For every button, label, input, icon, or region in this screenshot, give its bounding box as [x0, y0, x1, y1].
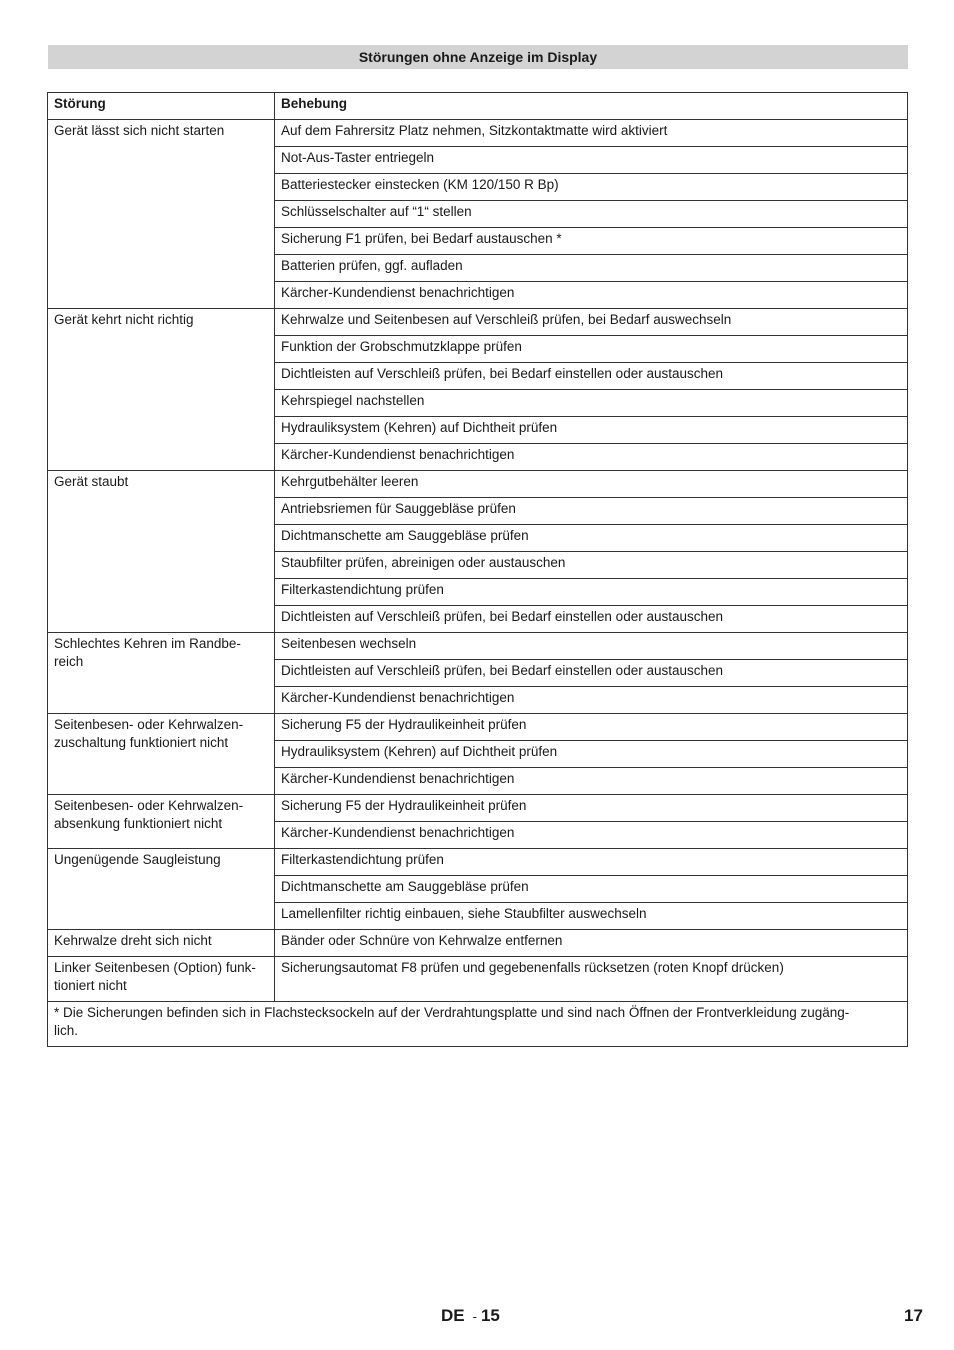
table-row	[48, 471, 908, 498]
remedy-cell: Staubfilter prüfen, abreinigen oder austauschen	[275, 552, 908, 579]
table-row	[48, 795, 908, 822]
remedy-cell: Hydrauliksystem (Kehren) auf Dichtheit prüfen	[275, 741, 908, 768]
remedy-cell: Dichtleisten auf Verschleiß prüfen, bei Bedarf einstellen oder austauschen	[275, 363, 908, 390]
remedy-cell: Seitenbesen wechseln	[275, 633, 908, 660]
section-title-text: Störungen ohne Anzeige im Display	[358, 49, 598, 65]
table-row	[48, 930, 908, 957]
remedy-cell: Dichtmanschette am Sauggebläse prüfen	[275, 525, 908, 552]
remedy-cell: Sicherungsautomat F8 prüfen und gegebenenfalls rücksetzen (roten Knopf drücken)	[275, 957, 908, 1002]
fault-cell: Linker Seitenbesen (Option) funk- tioniert nicht	[48, 957, 275, 1002]
table-row	[48, 714, 908, 741]
remedy-cell: Filterkastendichtung prüfen	[275, 849, 908, 876]
fault-cell: Gerät staubt	[48, 471, 275, 633]
table-header-row	[48, 93, 908, 120]
table-row	[48, 849, 908, 876]
table-row	[48, 309, 908, 336]
page-number: 17	[904, 1306, 923, 1325]
fault-cell: Gerät kehrt nicht richtig	[48, 309, 275, 471]
remedy-cell: Kehrwalze und Seitenbesen auf Verschleiß prüfen, bei Bedarf auswechseln	[275, 309, 908, 336]
fault-table	[47, 92, 908, 1047]
table-row	[48, 957, 908, 1002]
remedy-cell: Dichtmanschette am Sauggebläse prüfen	[275, 876, 908, 903]
column-header-fault: Störung	[48, 93, 275, 120]
fault-cell: Kehrwalze dreht sich nicht	[48, 930, 275, 957]
remedy-cell: Funktion der Grobschmutzklappe prüfen	[275, 336, 908, 363]
remedy-cell: Auf dem Fahrersitz Platz nehmen, Sitzkontaktmatte wird aktiviert	[275, 120, 908, 147]
remedy-cell: Filterkastendichtung prüfen	[275, 579, 908, 606]
fault-cell: Seitenbesen- oder Kehrwalzen- zuschaltung funktioniert nicht	[48, 714, 275, 795]
footnote-row	[48, 1002, 908, 1047]
remedy-cell: Kehrspiegel nachstellen	[275, 390, 908, 417]
fault-cell: Schlechtes Kehren im Randbe- reich	[48, 633, 275, 714]
remedy-cell: Kärcher-Kundendienst benachrichtigen	[275, 768, 908, 795]
section-title	[48, 45, 908, 69]
footnote-cell: * Die Sicherungen befinden sich in Flachstecksockeln auf der Verdrahtungsplatte und sind nach Öffnen der Frontverkleidung zugäng- lich.	[48, 1002, 908, 1047]
remedy-cell: Kärcher-Kundendienst benachrichtigen	[275, 444, 908, 471]
remedy-cell: Lamellenfilter richtig einbauen, siehe Staubfilter auswechseln	[275, 903, 908, 930]
remedy-cell: Not-Aus-Taster entriegeln	[275, 147, 908, 174]
remedy-cell: Kärcher-Kundendienst benachrichtigen	[275, 822, 908, 849]
fault-table-body	[48, 120, 908, 1047]
table-row	[48, 633, 908, 660]
remedy-cell: Kärcher-Kundendienst benachrichtigen	[275, 687, 908, 714]
column-header-remedy: Behebung	[275, 93, 908, 120]
remedy-cell: Kehrgutbehälter leeren	[275, 471, 908, 498]
remedy-cell: Sicherung F1 prüfen, bei Bedarf austauschen *	[275, 228, 908, 255]
remedy-cell: Batterien prüfen, ggf. aufladen	[275, 255, 908, 282]
footer-section-page: 15	[480, 1306, 500, 1325]
remedy-cell: Hydrauliksystem (Kehren) auf Dichtheit prüfen	[275, 417, 908, 444]
table-row	[48, 120, 908, 147]
remedy-cell: Antriebsriemen für Sauggebläse prüfen	[275, 498, 908, 525]
remedy-cell: Kärcher-Kundendienst benachrichtigen	[275, 282, 908, 309]
remedy-cell: Sicherung F5 der Hydraulikeinheit prüfen	[275, 714, 908, 741]
remedy-cell: Bänder oder Schnüre von Kehrwalze entfernen	[275, 930, 908, 957]
footer-lang: DE	[441, 1306, 465, 1325]
remedy-cell: Dichtleisten auf Verschleiß prüfen, bei Bedarf einstellen oder austauschen	[275, 606, 908, 633]
fault-cell: Seitenbesen- oder Kehrwalzen- absenkung funktioniert nicht	[48, 795, 275, 849]
remedy-cell: Dichtleisten auf Verschleiß prüfen, bei Bedarf einstellen oder austauschen	[275, 660, 908, 687]
remedy-cell: Batteriestecker einstecken (KM 120/150 R Bp)	[275, 174, 908, 201]
fault-cell: Gerät lässt sich nicht starten	[48, 120, 275, 309]
footer-section-label	[441, 1306, 500, 1326]
footer-dash: -	[472, 1309, 477, 1324]
fault-cell: Ungenügende Saugleistung	[48, 849, 275, 930]
remedy-cell: Schlüsselschalter auf “1“ stellen	[275, 201, 908, 228]
remedy-cell: Sicherung F5 der Hydraulikeinheit prüfen	[275, 795, 908, 822]
